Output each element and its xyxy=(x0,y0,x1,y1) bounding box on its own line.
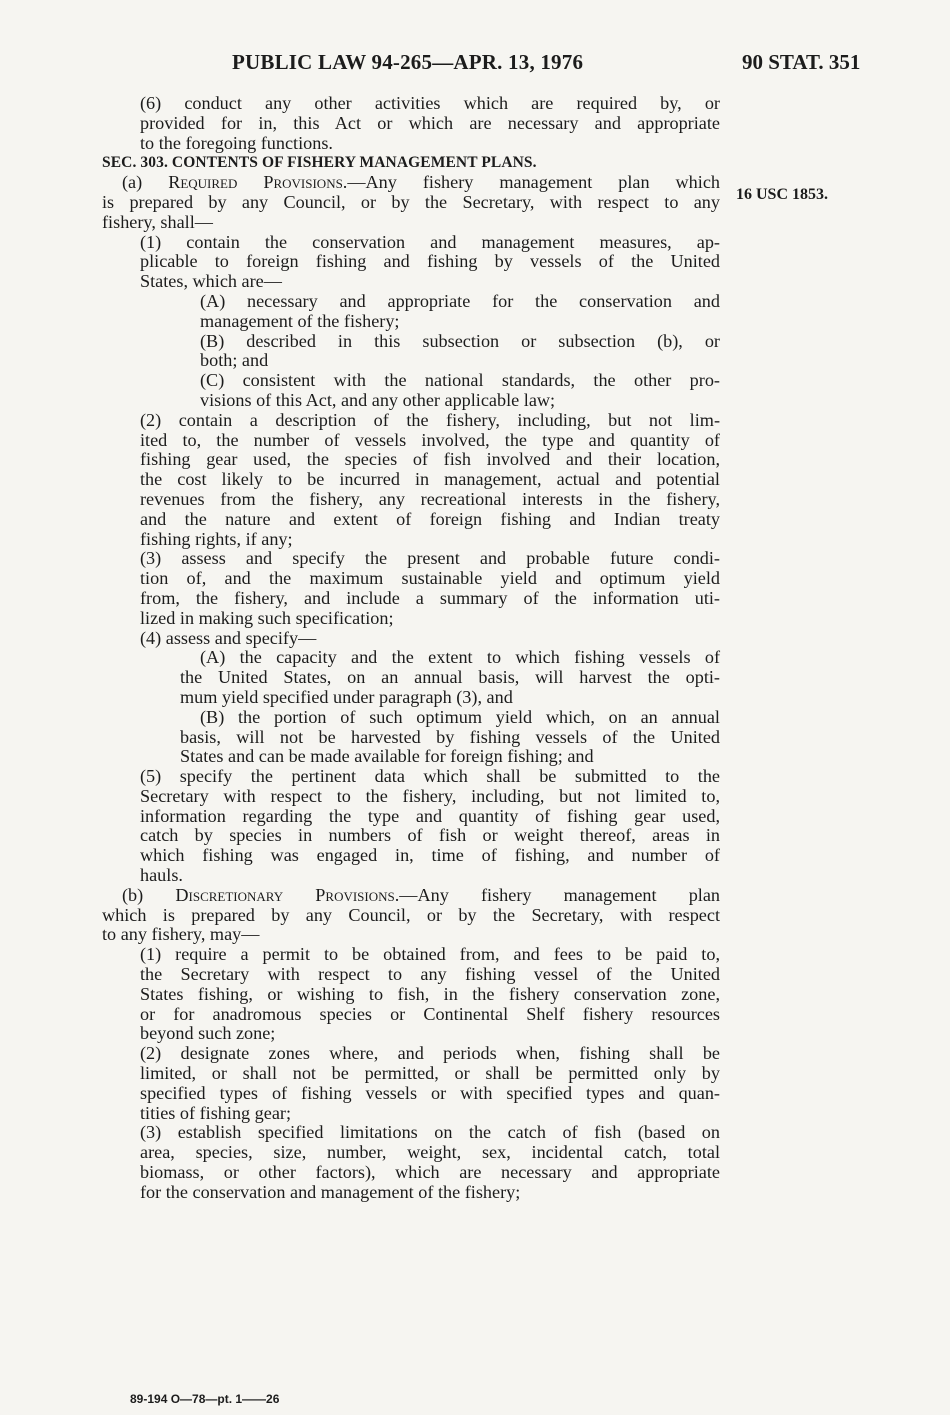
text-line: (B) described in this subsection or subsection (b), or xyxy=(200,330,720,351)
text-line: provided for in, this Act or which are necessary and appropriate xyxy=(140,112,720,133)
text-line xyxy=(102,173,720,193)
text-line: mum yield specified under paragraph (3), and xyxy=(180,686,513,707)
text-line: States and can be made available for foreign fishing; and xyxy=(180,746,594,767)
text-line: biomass, or other factors), which are necessary and appropriate xyxy=(140,1162,720,1183)
text-line: tion of, and the maximum sustainable yield and optimum yield xyxy=(140,568,720,589)
text-line: for the conservation and management of the fishery; xyxy=(140,1181,521,1202)
text-line: States fishing, or wishing to fish, in the fishery conservation zone, xyxy=(140,983,720,1004)
text-line: limited, or shall not be permitted, or shall be permitted only by xyxy=(140,1063,720,1084)
text-line: (6) conduct any other activities which are required by, or xyxy=(140,93,720,113)
text-line: the United States, on an annual basis, will harvest the opti- xyxy=(180,667,720,688)
printer-footer-code: 89-194 O—78—pt. 1——26 xyxy=(130,1392,280,1406)
provision-text: —Any fishery management plan which xyxy=(347,172,720,193)
text-line: visions of this Act, and any other applicable law; xyxy=(200,389,556,410)
provision-text: —Any fishery management plan xyxy=(399,884,721,905)
text-line: (1) contain the conservation and management measures, ap- xyxy=(140,231,720,252)
text-line: the Secretary with respect to any fishing vessel of the United xyxy=(140,964,720,985)
text-line: (4) assess and specify— xyxy=(140,627,317,648)
text-line: is prepared by any Council, or by the Secretary, with respect to any xyxy=(102,191,720,212)
text-line: fishing rights, if any; xyxy=(140,528,293,549)
text-line: to any fishery, may— xyxy=(102,924,260,945)
text-line: information regarding the type and quantity of fishing gear used, xyxy=(140,805,720,826)
text-line: (C) consistent with the national standards, the other pro- xyxy=(200,370,720,391)
text-line: (2) designate zones where, and periods when, fishing shall be xyxy=(140,1043,720,1064)
text-line: revenues from the fishery, any recreational interests in the fishery, xyxy=(140,488,720,509)
provision-heading: Required Provisions. xyxy=(168,172,348,193)
text-line: (B) the portion of such optimum yield which, on an annual xyxy=(200,706,720,727)
text-line: Secretary with respect to the fishery, including, but not limited to, xyxy=(140,785,720,806)
text-line: (3) establish specified limitations on the catch of fish (based on xyxy=(140,1122,720,1143)
text-line: and the nature and extent of foreign fishing and Indian treaty xyxy=(140,508,720,529)
text-line: fishery, shall— xyxy=(102,211,213,232)
text-line: tities of fishing gear; xyxy=(140,1102,292,1123)
text-line xyxy=(102,886,720,906)
statute-body-text xyxy=(102,94,720,1203)
text-line: (A) necessary and appropriate for the conservation and xyxy=(200,290,720,311)
running-head-title: PUBLIC LAW 94-265—APR. 13, 1976 xyxy=(232,50,584,74)
text-line: (2) contain a description of the fishery, including, but not lim- xyxy=(140,409,720,430)
text-line: management of the fishery; xyxy=(200,310,400,331)
text-line: both; and xyxy=(200,350,269,371)
text-line: (A) the capacity and the extent to which fishing vessels of xyxy=(200,647,720,668)
text-line: fishing gear used, the species of fish involved and their location, xyxy=(140,449,720,470)
text-line: basis, will not be harvested by fishing vessels of the United xyxy=(180,726,720,747)
text-line: States, which are— xyxy=(140,271,282,292)
text-line: or for anadromous species or Continental Shelf fishery resources xyxy=(140,1003,720,1024)
text-line: beyond such zone; xyxy=(140,1023,276,1044)
provision-heading: Discretionary Provisions. xyxy=(175,884,400,905)
text-line: hauls. xyxy=(140,865,183,886)
text-line: (3) assess and specify the present and probable future condi- xyxy=(140,548,720,569)
text-line: which fishing was engaged in, time of fishing, and number of xyxy=(140,845,720,866)
text-line: plicable to foreign fishing and fishing by vessels of the United xyxy=(140,251,720,272)
text-line: (1) require a permit to be obtained from, and fees to be paid to, xyxy=(140,944,720,965)
statute-page-number: 90 STAT. 351 xyxy=(742,50,861,74)
text-line: ited to, the number of vessels involved, the type and quantity of xyxy=(140,429,720,450)
paragraph-label: (b) xyxy=(122,884,176,905)
paragraph-label: (a) xyxy=(122,172,169,193)
text-line: specified types of fishing vessels or with specified types and quan- xyxy=(140,1082,720,1103)
text-line: to the foregoing functions. xyxy=(140,132,333,153)
text-line: the cost likely to be incurred in management, actual and potential xyxy=(140,469,720,490)
text-line: (5) specify the pertinent data which shall be submitted to the xyxy=(140,766,720,787)
text-line: area, species, size, number, weight, sex, incidental catch, total xyxy=(140,1142,720,1163)
text-line: which is prepared by any Council, or by the Secretary, with respect xyxy=(102,904,720,925)
usc-margin-citation: 16 USC 1853. xyxy=(736,186,829,203)
text-line: from, the fishery, and include a summary of the information uti- xyxy=(140,587,720,608)
text-line: lized in making such specification; xyxy=(140,607,394,628)
text-line: catch by species in numbers of fish or weight thereof, areas in xyxy=(140,825,720,846)
section-heading: SEC. 303. CONTENTS OF FISHERY MANAGEMENT PLANS. xyxy=(102,154,537,172)
